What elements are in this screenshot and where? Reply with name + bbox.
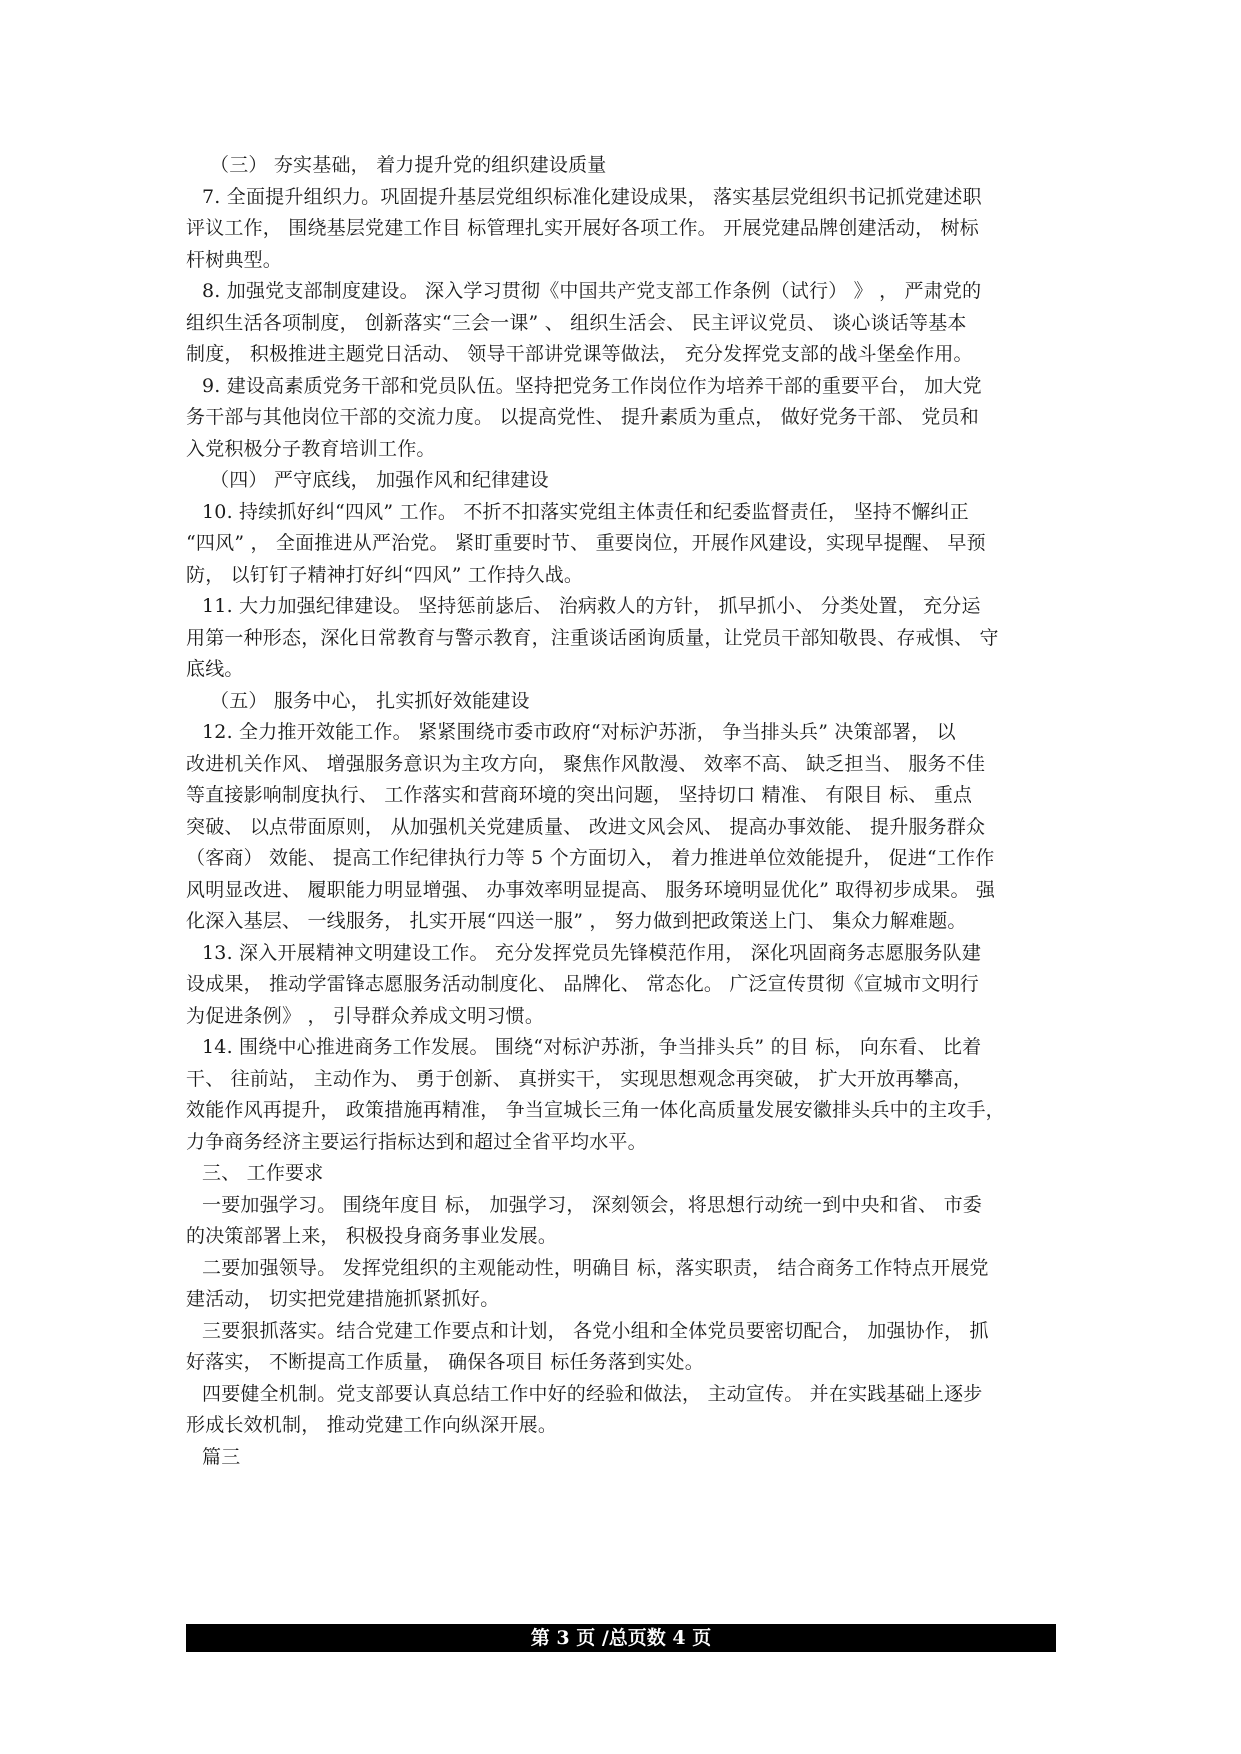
paragraph-line: 改进机关作风、 增强服务意识为主攻方向， 聚焦作风散漫、 效率不高、 缺乏担当、 服务不佳 (186, 752, 986, 775)
paragraph-line: 8. 加强党支部制度建设。 深入学习贯彻《中国共产党支部工作条例（试行） 》 ， 严肃党的 (202, 280, 982, 302)
paragraph-line: 防， 以钉钉子精神打好纠“四风” 工作持久战。 (186, 563, 584, 586)
section-heading: （四） 严守底线， 加强作风和纪律建设 (210, 469, 549, 491)
paragraph-line: 11. 大力加强纪律建设。 坚持惩前毖后、 治病救人的方针， 抓早抓小、 分类处置， 充分运 (202, 595, 981, 617)
paragraph-line: 力争商务经济主要运行指标达到和超过全省平均水平。 (186, 1130, 647, 1153)
paragraph-line: 12. 全力推开效能工作。 紧紧围绕市委市政府“对标沪苏浙， 争当排头兵” 决策部署， 以 (202, 721, 956, 743)
paragraph-line: 形成长效机制， 推动党建工作向纵深开展。 (186, 1414, 558, 1436)
paragraph-line: 的决策部署上来， 积极投身商务事业发展。 (186, 1225, 558, 1247)
paragraph-line: 组织生活各项制度， 创新落实“三会一课” 、 组织生活会、 民主评议党员、 谈心谈话等基本 (186, 311, 967, 334)
section-heading: （五） 服务中心， 扎实抓好效能建设 (210, 689, 530, 712)
paragraph-line: 干、 往前站， 主动作为、 勇于创新、 真拼实干， 实现思想观念再突破， 扩大开放再攀高， (186, 1067, 973, 1090)
paragraph-line: 等直接影响制度执行、 工作落实和营商环境的突出问题， 坚持切口 精准、 有限目 标、 重点 (186, 784, 973, 806)
paragraph-line: 14. 围绕中心推进商务工作发展。 围绕“对标沪苏浙，争当排头兵” 的目 标， 向东看、 比着 (202, 1036, 982, 1058)
paragraph-line: 制度， 积极推进主题党日活动、 领导干部讲党课等做法， 充分发挥党支部的战斗堡垒作用。 (186, 343, 973, 365)
section-heading: （三） 夯实基础， 着力提升党的组织建设质量 (210, 154, 607, 176)
paragraph-line: 二要加强领导。 发挥党组织的主观能动性，明确目 标，落实职责， 结合商务工作特点开展党 (202, 1256, 989, 1279)
paragraph-line: 突破、 以点带面原则， 从加强机关党建质量、 改进文风会风、 提高办事效能、 提升服务群众 (186, 815, 986, 838)
paragraph-line: 底线。 (186, 658, 244, 680)
paragraph-line: 风明显改进、 履职能力明显增强、 办事效率明显提高、 服务环境明显优化” 取得初步成果。 强 (186, 878, 996, 901)
paragraph-line: 建活动， 切实把党建措施抓紧抓好。 (186, 1288, 500, 1310)
paragraph-line: 化深入基层、 一线服务， 扎实开展“四送一服” ， 努力做到把政策送上门、 集众力解难题。 (186, 910, 967, 932)
section-heading: 篇三 (202, 1445, 241, 1468)
paragraph-line: 9. 建设高素质党务干部和党员队伍。坚持把党务工作岗位作为培养干部的重要平台， 加大党 (202, 374, 982, 397)
paragraph-line: 三要狠抓落实。结合党建工作要点和计划， 各党小组和全体党员要密切配合， 加强协作， 抓 (202, 1319, 989, 1342)
paragraph-line: 一要加强学习。 围绕年度目 标， 加强学习， 深刻领会，将思想行动统一到中央和省、 市委 (202, 1193, 982, 1216)
paragraph-line: 评议工作， 围绕基层党建工作目 标管理扎实开展好各项工作。 开展党建品牌创建活动， 树标 (186, 217, 979, 239)
paragraph-line: （客商） 效能、 提高工作纪律执行力等 5 个方面切入， 着力推进单位效能提升， 促进“工作作 (186, 847, 995, 869)
paragraph-line: 设成果， 推动学雷锋志愿服务活动制度化、 品牌化、 常态化。 广泛宣传贯彻《宣城市文明行 (186, 973, 979, 995)
paragraph-line: 四要健全机制。党支部要认真总结工作中好的经验和做法， 主动宣传。 并在实践基础上逐步 (202, 1382, 983, 1405)
paragraph-line: 用第一种形态，深化日常教育与警示教育，注重谈话函询质量，让党员干部知敬畏、存戒惧、 守 (186, 626, 999, 649)
document-body (186, 150, 1066, 1473)
page-number-label: 第 3 页 /总页数 4 页 (530, 1627, 712, 1649)
paragraph-line: 10. 持续抓好纠“四风” 工作。 不折不扣落实党组主体责任和纪委监督责任， 坚持不懈纠正 (202, 500, 969, 523)
paragraph-line: 杆树典型。 (186, 248, 283, 271)
section-heading: 三、 工作要求 (202, 1162, 324, 1184)
paragraph-line: 好落实， 不断提高工作质量， 确保各项目 标任务落到实处。 (186, 1351, 704, 1373)
paragraph-line: 效能作风再提升， 政策措施再精准， 争当宣城长三角一体化高质量发展安徽排头兵中的主攻手， (186, 1099, 1005, 1121)
paragraph-line: 入党积极分子教育培训工作。 (186, 437, 436, 460)
paragraph-line: 务干部与其他岗位干部的交流力度。 以提高党性、 提升素质为重点， 做好党务干部、 党员和 (186, 406, 979, 428)
paragraph-line: “四风” ， 全面推进从严治党。 紧盯重要时节、 重要岗位，开展作风建设，实现早提醒、 早预 (186, 532, 986, 554)
paragraph-line: 7. 全面提升组织力。巩固提升基层党组织标准化建设成果， 落实基层党组织书记抓党建述职 (202, 185, 982, 208)
paragraph-line: 为促进条例》 ， 引导群众养成文明习惯。 (186, 1004, 545, 1027)
paragraph-line: 13. 深入开展精神文明建设工作。 充分发挥党员先锋模范作用， 深化巩固商务志愿服务队建 (202, 941, 982, 964)
page-footer (186, 1624, 1056, 1652)
